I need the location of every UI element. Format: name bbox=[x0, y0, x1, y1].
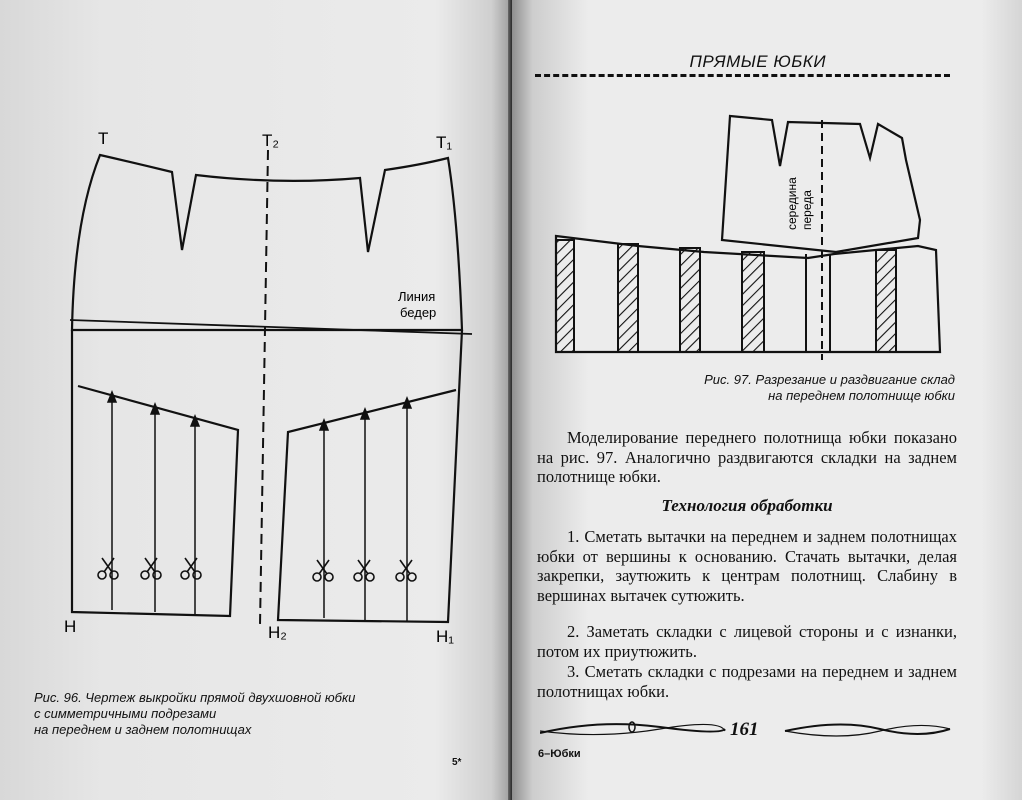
label-hip-line-1: Линия bbox=[398, 289, 436, 304]
hatched-insert bbox=[556, 240, 574, 352]
caption-line: Рис. 96. Чертеж выкройки прямой двухшовной юбки bbox=[34, 690, 356, 705]
paragraph-text: 2. Заметать складки с лицевой стороны и с изнанки, потом их приутюжить. bbox=[537, 622, 957, 661]
paragraph-step-2 bbox=[537, 622, 957, 661]
page-number: 161 bbox=[730, 719, 759, 740]
label-H1: H₁ bbox=[436, 627, 455, 646]
caption-line: Рис. 97. Разрезание и раздвигание склад bbox=[704, 372, 955, 387]
hatched-insert bbox=[680, 248, 700, 352]
header-dashed-rule bbox=[535, 74, 950, 77]
hatched-insert bbox=[742, 252, 764, 352]
paragraph-step-1 bbox=[537, 527, 957, 605]
label-center-front-2: переда bbox=[800, 190, 814, 230]
hatched-insert bbox=[876, 250, 896, 352]
label-H: H bbox=[64, 617, 77, 636]
caption-line: с симметричными подрезами bbox=[34, 706, 217, 721]
figure-96-drawing bbox=[0, 0, 512, 690]
paragraph-text: Моделирование переднего полотнища юбки показано на рис. 97. Аналогично раздвигаются складки на заднем полотнище юбки. bbox=[537, 428, 957, 486]
figure-97-caption bbox=[600, 372, 955, 404]
figure-96-caption bbox=[34, 690, 454, 738]
left-page-mark: 5* bbox=[452, 757, 462, 768]
label-hip-line-2: бедер bbox=[400, 305, 437, 320]
paragraph-text: 3. Сметать складки с подрезами на переднем и заднем полотнищах юбки. bbox=[537, 662, 957, 701]
label-H2: H₂ bbox=[268, 623, 287, 642]
caption-line: на переднем и заднем полотнищах bbox=[34, 722, 252, 737]
figure-97-drawing bbox=[540, 100, 960, 370]
scissors-icon bbox=[98, 558, 416, 581]
caption-line: на переднем полотнище юбки bbox=[768, 388, 955, 403]
hatched-insert bbox=[618, 244, 638, 352]
section-title: Технология обработки bbox=[661, 496, 833, 515]
paragraph-modeling bbox=[537, 428, 957, 487]
running-header bbox=[535, 52, 950, 76]
signature-mark: 6–Юбки bbox=[538, 748, 581, 760]
center-dashed-line bbox=[260, 150, 268, 625]
paragraph-step-3 bbox=[537, 662, 957, 701]
label-T: T bbox=[98, 129, 109, 148]
right-lower-panel bbox=[278, 330, 462, 622]
label-T2: T₂ bbox=[262, 131, 279, 150]
label-T1: T₁ bbox=[436, 133, 453, 152]
label-center-front-1: середина bbox=[785, 177, 799, 230]
running-header-title: ПРЯМЫЕ ЮБКИ bbox=[689, 52, 826, 71]
hip-line bbox=[70, 320, 472, 334]
paragraph-text: 1. Сметать вытачки на переднем и заднем полотнищах юбки от вершины к основанию. Стачать вытачки, делая закрепки, заутюжить к центрам полотнищ. Слабину в вершинах вытачек сутюжить. bbox=[537, 527, 957, 605]
